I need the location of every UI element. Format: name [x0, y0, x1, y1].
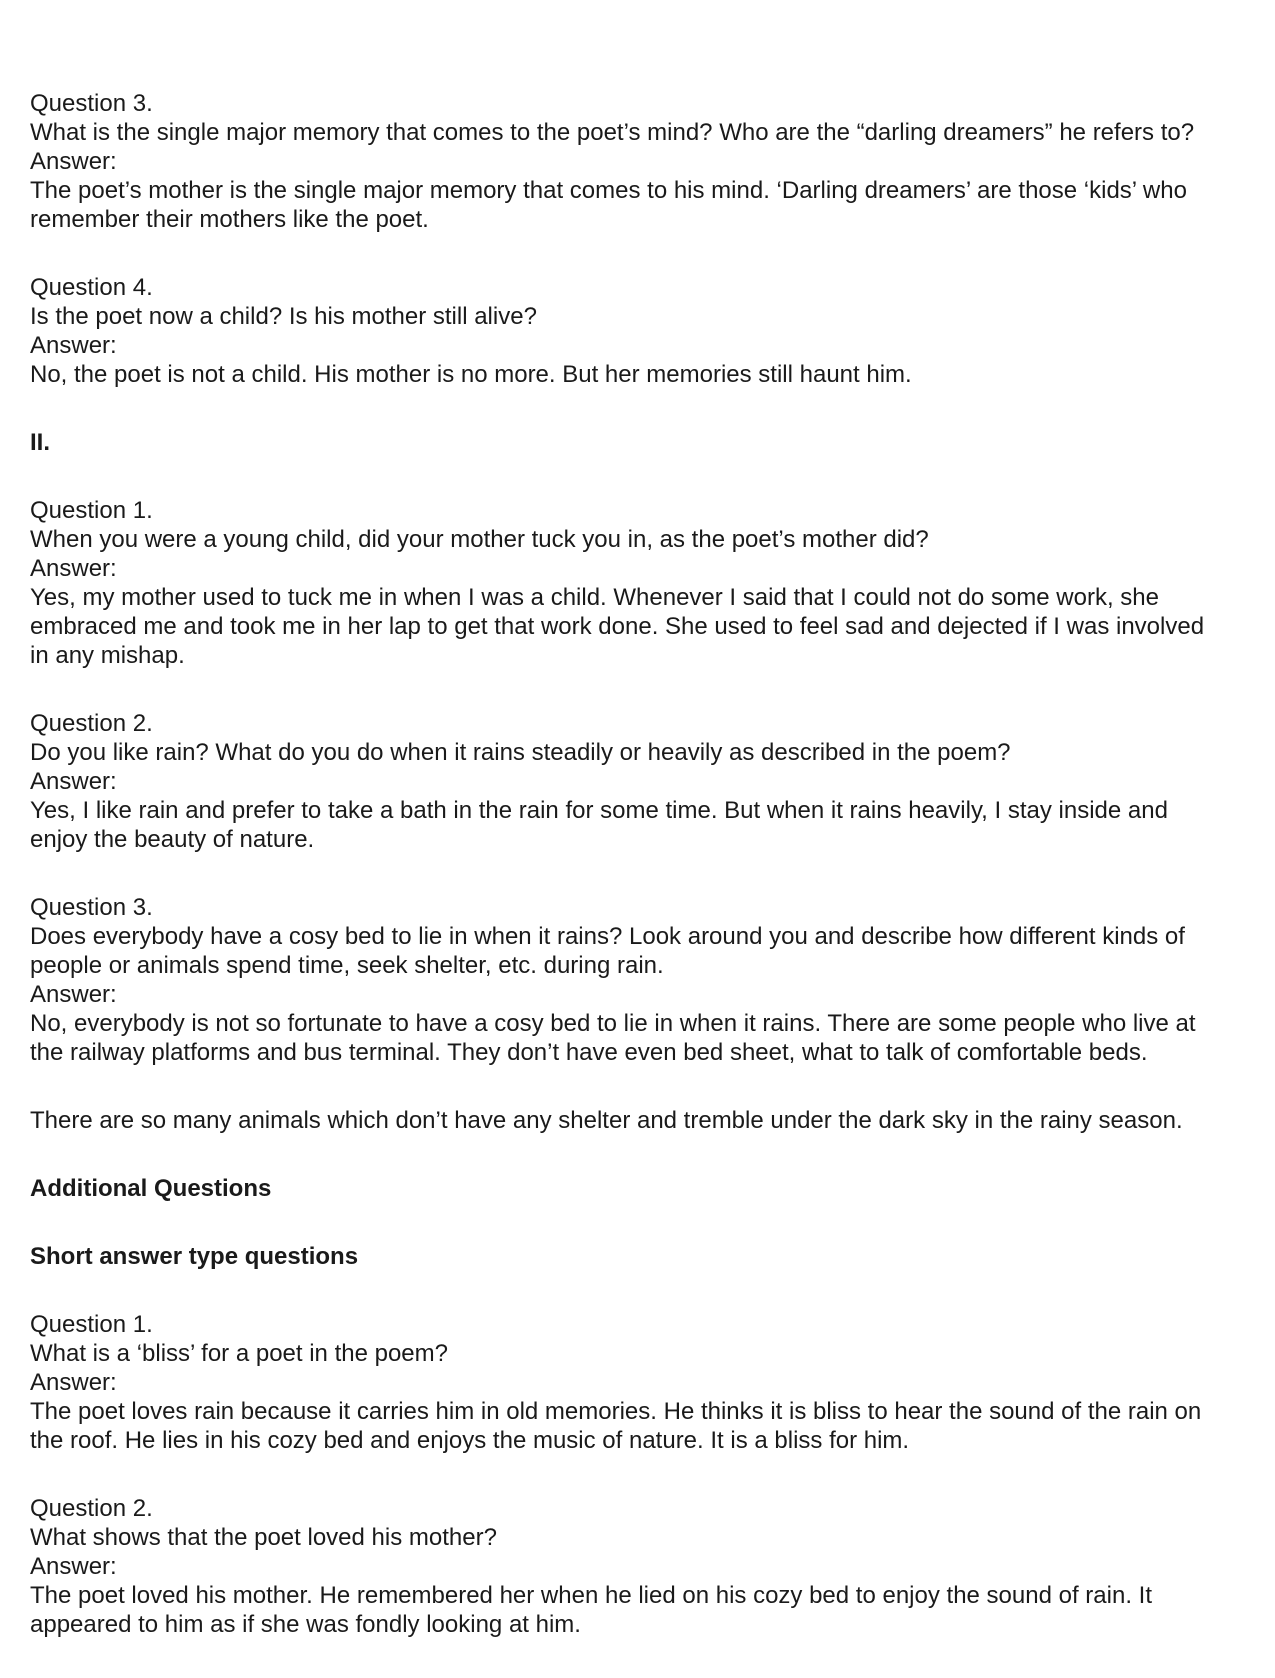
question-text: Do you like rain? What do you do when it rains steadily or heavily as described in the poem?: [30, 739, 1011, 766]
qa-block: [30, 709, 1255, 854]
short-answer-title: Short answer type questions: [30, 1243, 359, 1270]
answer-text: appeared to him as if she was fondly looking at him.: [30, 1611, 581, 1638]
answer-label: Answer:: [30, 1553, 117, 1580]
answer-text: Yes, I like rain and prefer to take a bath in the rain for some time. But when it rains heavily, I stay inside and: [30, 797, 1168, 824]
qa-block: [30, 893, 1255, 1067]
answer-text: embraced me and took me in her lap to get that work done. She used to feel sad and dejected if I was involved: [30, 613, 1205, 640]
answer-text: remember their mothers like the poet.: [30, 206, 429, 233]
document-page: [30, 89, 1255, 1678]
answer-text: the railway platforms and bus terminal. They don’t have even bed sheet, what to talk of comfortable beds.: [30, 1039, 1148, 1066]
answer-text: in any mishap.: [30, 642, 185, 669]
qa-block: [30, 1494, 1255, 1639]
section-heading: [30, 428, 1255, 457]
additional-questions-title: Additional Questions: [30, 1175, 272, 1202]
question-text: Does everybody have a cosy bed to lie in when it rains? Look around you and describe how different kinds of: [30, 923, 1185, 950]
answer-label: Answer:: [30, 981, 117, 1008]
answer-label: Answer:: [30, 1369, 117, 1396]
question-number: Question 2.: [30, 1495, 153, 1522]
qa-block: [30, 89, 1255, 234]
answer-label: Answer:: [30, 148, 117, 175]
paragraph: [30, 1106, 1255, 1135]
qa-block: [30, 1310, 1255, 1455]
answer-text: No, everybody is not so fortunate to have a cosy bed to lie in when it rains. There are some people who live at: [30, 1010, 1196, 1037]
qa-block: [30, 273, 1255, 389]
question-text: people or animals spend time, seek shelter, etc. during rain.: [30, 952, 664, 979]
answer-text: Yes, my mother used to tuck me in when I was a child. Whenever I said that I could not do some work, she: [30, 584, 1159, 611]
question-text: What is a ‘bliss’ for a poet in the poem?: [30, 1340, 448, 1367]
question-number: Question 1.: [30, 497, 153, 524]
section-heading: [30, 1174, 1255, 1203]
answer-label: Answer:: [30, 768, 117, 795]
question-number: Question 2.: [30, 710, 153, 737]
answer-label: Answer:: [30, 555, 117, 582]
answer-text: The poet’s mother is the single major memory that comes to his mind. ‘Darling dreamers’ are those ‘kids’ who: [30, 177, 1187, 204]
paragraph-text: There are so many animals which don’t have any shelter and tremble under the dark sky in the rainy season.: [30, 1107, 1183, 1134]
answer-text: The poet loved his mother. He remembered her when he lied on his cozy bed to enjoy the sound of rain. It: [30, 1582, 1152, 1609]
section-ii-title: II.: [30, 429, 51, 456]
question-number: Question 3.: [30, 894, 153, 921]
question-text: When you were a young child, did your mother tuck you in, as the poet’s mother did?: [30, 526, 929, 553]
question-number: Question 1.: [30, 1311, 153, 1338]
answer-label: Answer:: [30, 332, 117, 359]
section-subheading: [30, 1242, 1255, 1271]
answer-text: the roof. He lies in his cozy bed and enjoys the music of nature. It is a bliss for him.: [30, 1427, 910, 1454]
question-text: What shows that the poet loved his mother?: [30, 1524, 497, 1551]
answer-text: The poet loves rain because it carries him in old memories. He thinks it is bliss to hear the sound of the rain on: [30, 1398, 1202, 1425]
question-number: Question 3.: [30, 90, 153, 117]
question-number: Question 4.: [30, 274, 153, 301]
question-text: Is the poet now a child? Is his mother still alive?: [30, 303, 537, 330]
answer-text: enjoy the beauty of nature.: [30, 826, 315, 853]
answer-text: No, the poet is not a child. His mother is no more. But her memories still haunt him.: [30, 361, 912, 388]
qa-block: [30, 496, 1255, 670]
question-text: What is the single major memory that comes to the poet’s mind? Who are the “darling dreamers” he refers to?: [30, 119, 1195, 146]
